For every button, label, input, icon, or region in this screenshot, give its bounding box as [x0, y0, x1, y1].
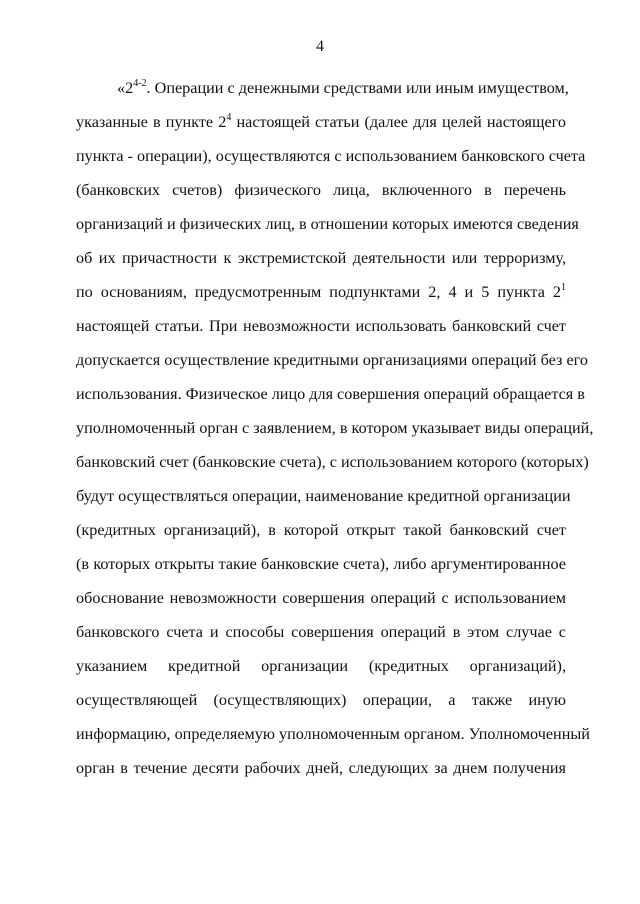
text-line-8: настоящей статьи. При невозможности использовать банковский счет [76, 317, 566, 335]
text-line-3: пункта - операции), осуществляются с использованием банковского счета [76, 147, 586, 165]
clause-superscript: 4 [226, 112, 232, 123]
text-line-2 [76, 112, 566, 132]
text-line-11: уполномоченный орган с заявлением, в котором указывает виды операций, [76, 419, 594, 437]
text-line-4: (банковских счетов) физического лица, включенного в перечень [76, 181, 566, 199]
text-line-18: указанием кредитной организации (кредитных организаций), [76, 657, 566, 675]
text-line-19: осуществляющей (осуществляющих) операции, а также иную [76, 691, 566, 709]
text-line-5: организаций и физических лиц, в отношении которых имеются сведения [76, 215, 579, 233]
line-text: по основаниям, предусмотренным подпунктами 2, 4 и 5 пункта 2 [76, 283, 561, 301]
text-line-17: банковского счета и способы совершения операций в этом случае с [76, 623, 566, 641]
clause-superscript: 1 [561, 282, 566, 293]
item-superscript: 4-2 [133, 78, 147, 89]
line-text: настоящей статьи (далее для целей настоящего [231, 113, 566, 131]
line-text: . Операции с денежными средствами или иным имуществом, [146, 79, 569, 97]
text-line-7 [76, 282, 566, 302]
text-line-15: (в которых открыты такие банковские счета), либо аргументированное [76, 555, 566, 573]
text-line-14: (кредитных организаций), в которой открыт такой банковский счет [76, 521, 566, 539]
text-line-9: допускается осуществление кредитными организациями операций без его [76, 351, 588, 369]
text-line-12: банковский счет (банковские счета), с использованием которого (которых) [76, 453, 589, 471]
text-line-6: об их причастности к экстремистской деятельности или терроризму, [76, 249, 566, 267]
line-text: указанные в пункте 2 [76, 113, 227, 131]
text-line-20: информацию, определяемую уполномоченным органом. Уполномоченный [76, 725, 590, 743]
text-line-21: орган в течение десяти рабочих дней, следующих за днем получения [76, 759, 566, 777]
text-line-16: обоснование невозможности совершения операций с использованием [76, 589, 566, 607]
text-line-1 [117, 78, 569, 98]
text-line-10: использования. Физическое лицо для совершения операций обращается в [76, 385, 585, 403]
text-line-13: будут осуществляться операции, наименование кредитной организации [76, 487, 571, 505]
opening-quote-item: «2 [117, 79, 134, 97]
page-number: 4 [316, 38, 324, 55]
